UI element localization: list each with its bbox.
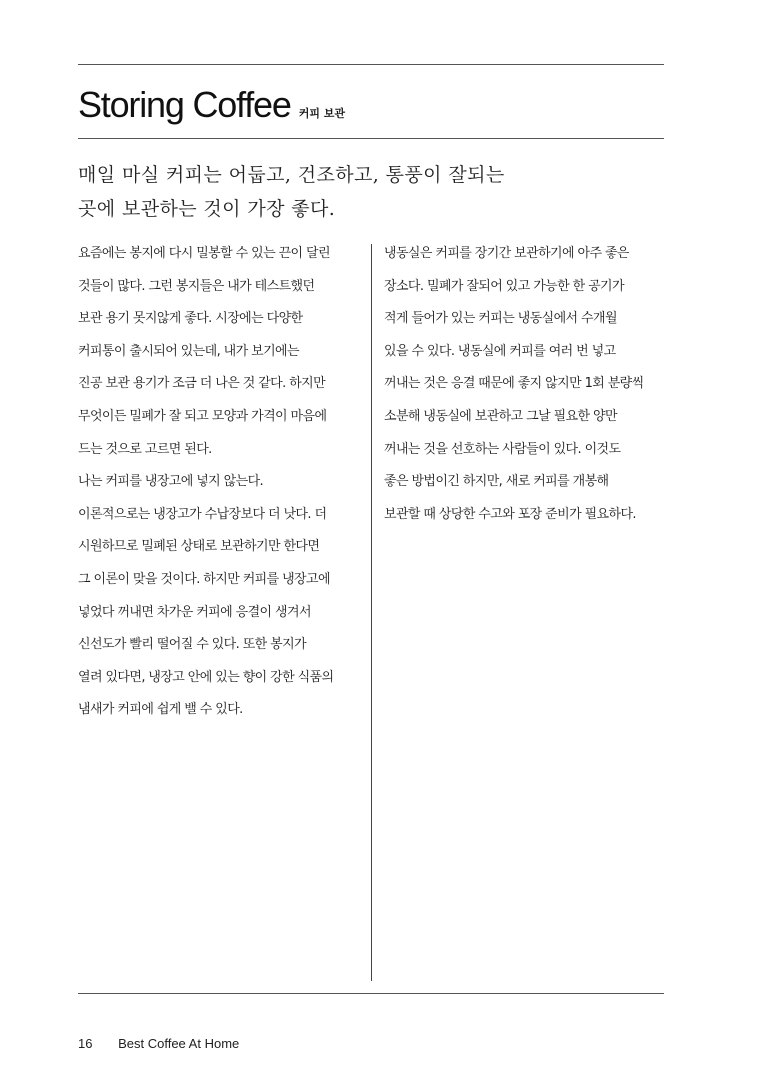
body-line: 이론적으로는 냉장고가 수납장보다 더 낫다. 더	[78, 506, 327, 522]
column-divider	[371, 244, 372, 981]
body-line: 드는 것으로 고르면 된다.	[78, 441, 212, 457]
page-subtitle: 커피 보관	[298, 107, 346, 120]
body-line: 신선도가 빨리 떨어질 수 있다. 또한 봉지가	[78, 637, 307, 653]
body-line: 커피통이 출시되어 있는데, 내가 보기에는	[78, 343, 299, 359]
body-line: 진공 보관 용기가 조금 더 나은 것 같다. 하지만	[78, 376, 326, 392]
body-line: 그 이론이 맞을 것이다. 하지만 커피를 냉장고에	[78, 571, 330, 587]
body-line: 적게 들어가 있는 커피는 냉동실에서 수개월	[384, 311, 617, 327]
body-line: 보관 용기 못지않게 좋다. 시장에는 다양한	[78, 311, 303, 327]
lead-line: 곳에 보관하는 것이 가장 좋다.	[78, 198, 336, 220]
body-line: 꺼내는 것을 선호하는 사람들이 있다. 이것도	[384, 441, 621, 457]
body-line: 나는 커피를 냉장고에 넣지 않는다.	[78, 474, 264, 490]
lead-line: 매일 마실 커피는 어둡고, 건조하고, 통풍이 잘되는	[78, 164, 505, 186]
body-line: 보관할 때 상당한 수고와 포장 준비가 필요하다.	[384, 506, 636, 522]
page-number: 16	[78, 1036, 93, 1051]
body-line: 꺼내는 것은 응결 때문에 좋지 않지만 1회 분량씩	[384, 376, 644, 392]
body-line: 냉동실은 커피를 장기간 보관하기에 아주 좋은	[384, 246, 629, 261]
right-column	[384, 238, 674, 531]
page-footer	[78, 1036, 239, 1051]
body-line: 좋은 방법이긴 하지만, 새로 커피를 개봉해	[384, 474, 609, 490]
body-paragraph	[78, 466, 370, 727]
body-paragraph	[78, 238, 370, 466]
footer-rule	[78, 993, 664, 994]
body-line: 것들이 많다. 그런 봉지들은 내가 테스트했던	[78, 278, 315, 294]
body-line: 요즘에는 봉지에 다시 밀봉할 수 있는 끈이 달린	[78, 246, 330, 261]
page-title: Storing Coffee	[78, 84, 291, 125]
body-line: 넣었다 꺼내면 차가운 커피에 응결이 생겨서	[78, 604, 311, 620]
body-line: 열려 있다면, 냉장고 안에 있는 향이 강한 식품의	[78, 669, 334, 685]
header-rule	[78, 138, 664, 139]
body-paragraph	[384, 238, 674, 531]
top-rule	[78, 64, 664, 65]
body-line: 냄새가 커피에 쉽게 밸 수 있다.	[78, 702, 243, 718]
body-line: 소분해 냉동실에 보관하고 그날 필요한 양만	[384, 408, 617, 424]
body-line: 장소다. 밀폐가 잘되어 있고 가능한 한 공기가	[384, 278, 624, 294]
lead-paragraph	[78, 158, 598, 226]
left-column	[78, 238, 370, 727]
page-header	[78, 84, 345, 126]
book-title: Best Coffee At Home	[118, 1036, 240, 1051]
body-line: 무엇이든 밀폐가 잘 되고 모양과 가격이 마음에	[78, 408, 327, 424]
body-line: 시원하므로 밀폐된 상태로 보관하기만 한다면	[78, 539, 320, 555]
body-line: 있을 수 있다. 냉동실에 커피를 여러 번 넣고	[384, 343, 616, 359]
